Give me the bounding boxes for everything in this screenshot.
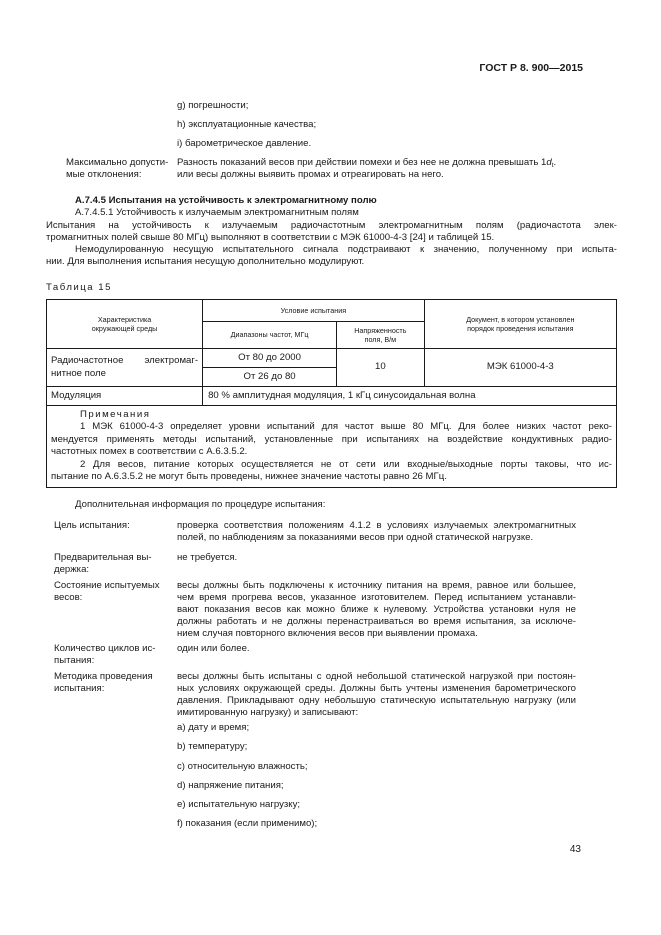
freq-range: От 26 до 80: [203, 368, 337, 387]
header-env-line: окружающей среды: [91, 324, 158, 333]
header-field-line: поля, В/м: [364, 335, 397, 344]
def-text-main: Разность показаний весов при действии помехи и без нее не должна превышать 1: [177, 157, 547, 168]
paragraph-line: тромагнитных полей свыше 80 МГц) выполняют в соответствии с МЭК 61000-4-3 [24] и таблицей 15.: [46, 232, 495, 243]
section-heading: А.7.4.5 Испытания на устойчивость к электромагнитному полю: [75, 195, 377, 206]
def-text: имитированную нагрузку) и записывают:: [177, 707, 359, 718]
list-item: e) испытательную нагрузку;: [177, 799, 301, 810]
paragraph-line: Немодулированную несущую испытательного сигнала подстраивают к значению, полученному при испыта-: [75, 244, 617, 255]
list-item: i) барометрическое давление.: [177, 138, 312, 149]
def-text: проверка соответствия положениям 4.1.2 в условиях излучаемых электромагнитных: [177, 520, 576, 531]
paragraph-line: Испытания на устойчивость к излучаемым радиочастотным электромагнитным полям (радиочастота элек-: [46, 220, 617, 231]
header-env: [47, 300, 203, 349]
def-label: пытания:: [54, 655, 95, 666]
row-modulation-label: Модуляция: [47, 387, 203, 406]
def-label: испытания:: [54, 683, 105, 694]
row-env-line: Радиочастотное электромаг-: [51, 355, 199, 367]
def-label: Методика проведения: [54, 671, 153, 682]
document-id: ГОСТ Р 8. 900—2015: [479, 62, 583, 74]
header-doc-line: порядок проведения испытания: [467, 324, 574, 333]
def-text: вают показания весов как можно ближе к нулевому. Устройства установки нуля не: [177, 604, 576, 615]
def-text: весы должны быть подключены к источнику питания на время, равное или большее,: [177, 580, 576, 591]
table-caption: Таблица 15: [46, 282, 112, 293]
extra-info: Дополнительная информация по процедуре испытания:: [75, 499, 326, 510]
def-text: чем время прогрева весов, указанное изготовителем. Перед испытанием устанавли-: [177, 592, 576, 603]
notes-title: Примечания: [80, 409, 151, 420]
header-doc: [424, 300, 616, 349]
def-text: или весы должны выявить промах и отреагировать на него.: [177, 169, 444, 180]
def-label: весов:: [54, 592, 83, 603]
note-line: 2 Для весов, питание которых осуществляется не от сети или входные/выходные порты таковы, что ис-: [80, 458, 612, 470]
def-label: Состояние испытуемых: [54, 580, 160, 591]
header-env-line: Характеристика: [97, 314, 152, 324]
def-text: должны работать и не должны перенастраиваться во время испытания, за исключе-: [177, 616, 576, 627]
def-text: полей, по наблюдениям за показаниями весов при одной статической нагрузке.: [177, 532, 534, 543]
table-15: [46, 299, 617, 488]
def-label: Цель испытания:: [54, 520, 130, 531]
header-doc-line: Документ, в котором установлен: [466, 314, 575, 324]
list-item: f) показания (если применимо);: [177, 818, 318, 829]
list-item: g) погрешности;: [177, 100, 249, 111]
header-conditions: Условие испытания: [203, 300, 425, 322]
def-text: не требуется.: [177, 552, 238, 563]
section-subheading: А.7.4.5.1 Устойчивость к излучаемым электромагнитным полям: [75, 207, 359, 218]
header-freq: Диапазоны частот, МГц: [203, 322, 337, 349]
note-line: пытание по А.6.3.5.2 не могут быть проведены, нижнее значение частоты равно 26 МГц.: [51, 471, 447, 483]
list-item: b) температуру;: [177, 741, 248, 752]
page-number: 43: [569, 844, 581, 855]
doc-ref: МЭК 61000-4-3: [424, 349, 616, 387]
def-text: нием случая повторного включения весов при выявлении промаха.: [177, 628, 478, 639]
def-text-end: .: [553, 157, 557, 168]
paragraph-line: нии. Для выполнения испытания несущую дополнительно модулируют.: [46, 256, 365, 267]
header-field: [337, 322, 425, 349]
def-label: Количество циклов ис-: [54, 643, 156, 654]
list-item: c) относительную влажность;: [177, 761, 308, 772]
def-label: держка:: [54, 564, 90, 575]
header-field-line: Напряженность: [354, 325, 407, 335]
def-text: давления. Прикладывают одну небольшую статическую испытательную нагрузку (или: [177, 695, 576, 706]
def-label: Максимально допусти-: [66, 157, 169, 168]
freq-range: От 80 до 2000: [203, 349, 337, 368]
def-label: Предварительная вы-: [54, 552, 152, 563]
symbol-subscript: t: [551, 162, 554, 169]
field-strength: 10: [337, 349, 425, 387]
def-text: один или более.: [177, 643, 250, 654]
list-item: a) дату и время;: [177, 722, 250, 733]
note-line: 1 МЭК 61000-4-3 определяет уровни испытаний для частот выше 80 МГц. Для более низких частот реко-: [80, 421, 612, 433]
note-line: мендуется применять методы испытаний, установленные при испытаниях на воздействие кондуктивных радио-: [51, 433, 612, 445]
list-item: d) напряжение питания;: [177, 780, 284, 791]
def-text: весы должны быть испытаны с одной небольшой статической нагрузкой при постоян-: [177, 671, 576, 682]
row-modulation-value: 80 % амплитудная модуляция, 1 кГц синусоидальная волна: [203, 387, 617, 406]
def-text: ных условиях окружающей среды. Должны быть учтены изменения барометрического: [177, 683, 576, 694]
row-env: [47, 349, 203, 387]
row-env-line: нитное поле: [51, 367, 106, 379]
def-label: мые отклонения:: [66, 169, 142, 180]
table-notes: [47, 406, 617, 488]
list-item: h) эксплуатационные качества;: [177, 119, 317, 130]
note-line: частотных помех в соответствии с А.6.3.5.2.: [51, 446, 248, 458]
symbol-d: d: [546, 157, 552, 168]
